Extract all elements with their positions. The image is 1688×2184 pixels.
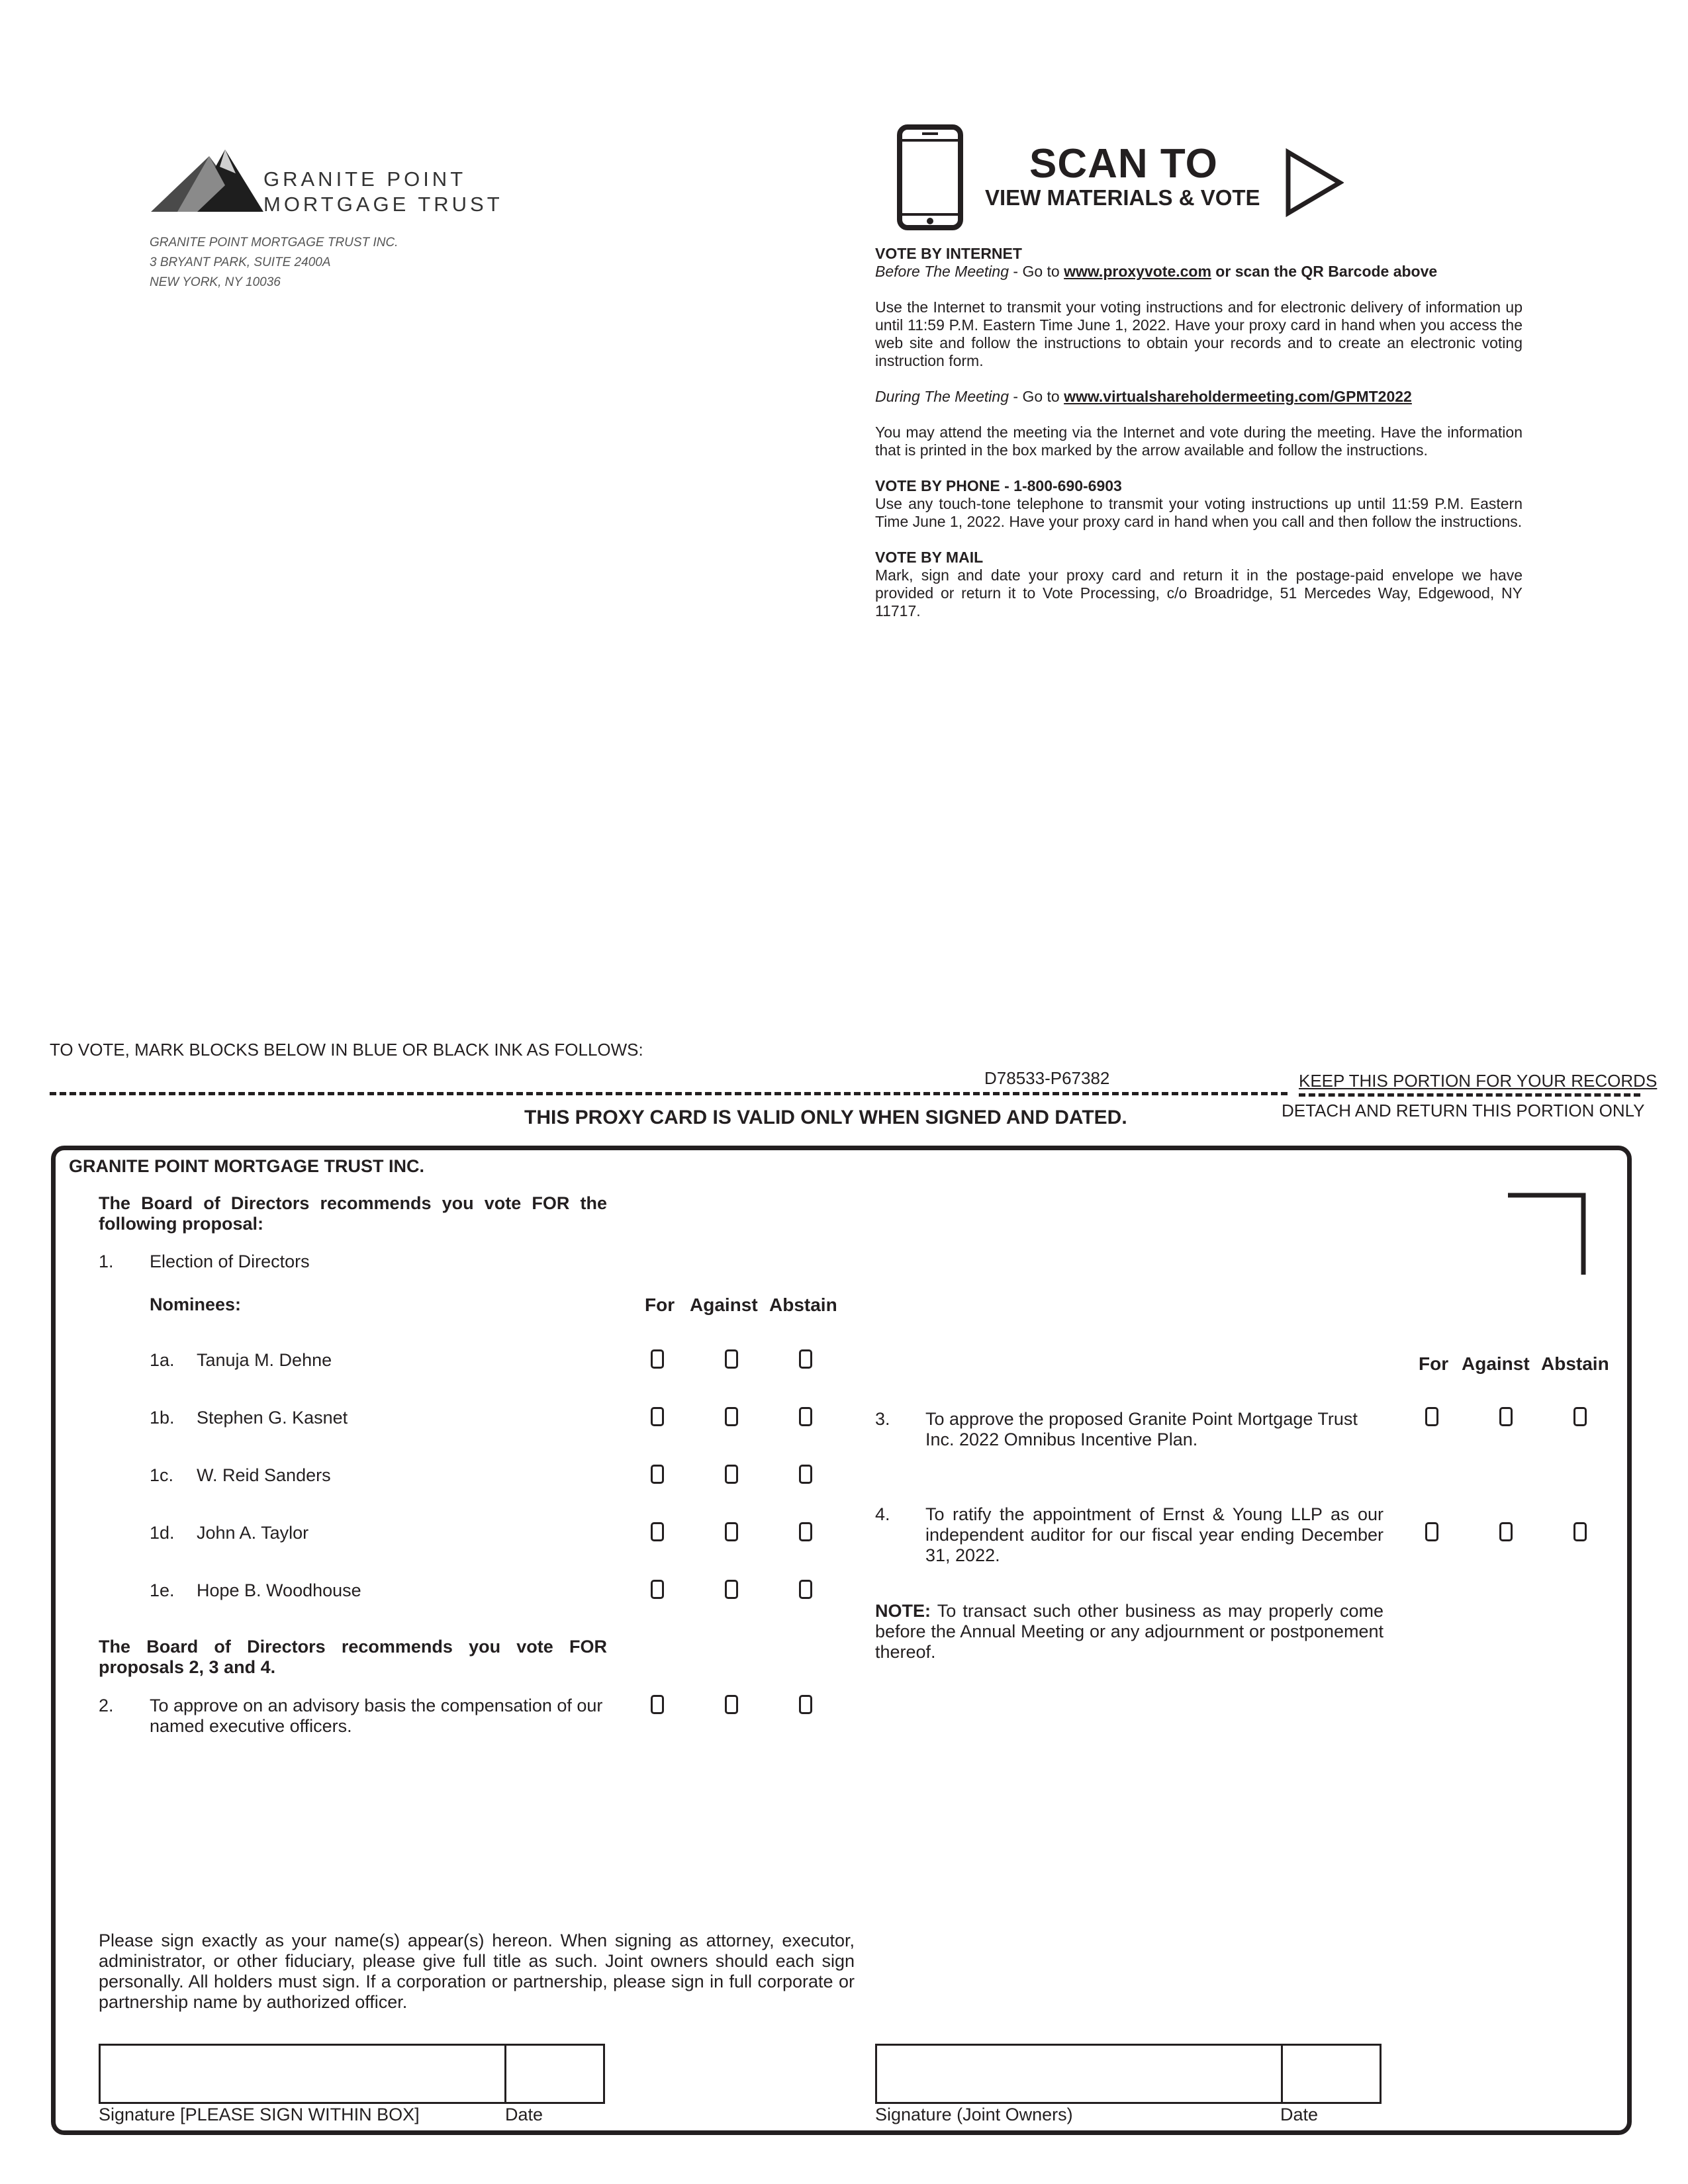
logo-text-line2: MORTGAGE TRUST [263, 193, 503, 216]
column-abstain-right: Abstain [1541, 1353, 1609, 1374]
keep-portion-label: KEEP THIS PORTION FOR YOUR RECORDS [1299, 1071, 1658, 1091]
during-meeting-line [875, 388, 1523, 406]
vote-internet-heading: VOTE BY INTERNET [875, 245, 1022, 262]
checkbox-1d-for[interactable] [651, 1522, 664, 1541]
nominee-name: Tanuja M. Dehne [197, 1350, 332, 1370]
proposal-4-number: 4. [875, 1504, 890, 1524]
checkbox-p2-abstain[interactable] [799, 1695, 812, 1714]
checkbox-1c-abstain[interactable] [799, 1465, 812, 1484]
detach-portion-label: DETACH AND RETURN THIS PORTION ONLY [1282, 1101, 1645, 1120]
joint-signature-box[interactable] [875, 2044, 1382, 2104]
tear-line-right [1299, 1093, 1640, 1097]
column-for: For [645, 1295, 675, 1315]
nominee-number: 1b. [150, 1408, 175, 1428]
checkbox-1e-abstain[interactable] [799, 1580, 812, 1599]
checkbox-p4-for[interactable] [1425, 1522, 1438, 1541]
address-line: GRANITE POINT MORTGAGE TRUST INC. [150, 236, 399, 250]
mark-instruction: TO VOTE, MARK BLOCKS BELOW IN BLUE OR BLACK INK AS FOLLOWS: [50, 1040, 643, 1060]
note-body: To transact such other business as may properly come before the Annual Meeting or any adjournment or postponement thereof. [875, 1601, 1383, 1662]
joint-signature-date-divider [1281, 2046, 1283, 2102]
checkbox-1c-for[interactable] [651, 1465, 664, 1484]
signature-label: Signature [PLEASE SIGN WITHIN BOX] [99, 2105, 420, 2124]
play-arrow-icon [1284, 148, 1344, 217]
scan-subtitle: VIEW MATERIALS & VOTE [985, 185, 1260, 210]
checkbox-1b-against[interactable] [725, 1407, 738, 1426]
nominee-name: Stephen G. Kasnet [197, 1408, 348, 1428]
checkbox-p2-against[interactable] [725, 1695, 738, 1714]
voting-instructions [875, 245, 1523, 620]
proxyvote-link[interactable]: www.proxyvote.com [1064, 263, 1211, 280]
nominee-number: 1d. [150, 1523, 175, 1543]
vote-phone-heading: VOTE BY PHONE - 1-800-690-6903 [875, 477, 1122, 494]
checkbox-1a-for[interactable] [651, 1349, 664, 1369]
checkbox-1b-abstain[interactable] [799, 1407, 812, 1426]
date-label: Date [505, 2105, 543, 2124]
board-recommendation-2: The Board of Directors recommends you vote FOR proposals 2, 3 and 4. [99, 1637, 607, 1677]
note-label: NOTE: [875, 1601, 931, 1621]
checkbox-p4-against[interactable] [1499, 1522, 1513, 1541]
checkbox-1e-against[interactable] [725, 1580, 738, 1599]
virtual-meeting-link[interactable]: www.virtualshareholdermeeting.com/GPMT2022 [1064, 388, 1412, 405]
proposal-4-text: To ratify the appointment of Ernst & Young LLP as our independent auditor for our fiscal year ending December 31, 2022. [925, 1504, 1383, 1565]
nominee-number: 1a. [150, 1350, 175, 1370]
before-meeting-label: Before The Meeting [875, 263, 1009, 280]
corner-mark [1508, 1193, 1587, 1275]
mail-voting-text: Mark, sign and date your proxy card and return it in the postage-paid envelope we have provided or return it to Vote Processing, c/o Broadridge, 51 Mercedes Way, Edgewood, NY 11717. [875, 567, 1523, 619]
valid-notice: THIS PROXY CARD IS VALID ONLY WHEN SIGNED AND DATED. [524, 1107, 1127, 1128]
signature-box[interactable] [99, 2044, 605, 2104]
joint-signature-label: Signature (Joint Owners) [875, 2105, 1073, 2124]
checkbox-1a-against[interactable] [725, 1349, 738, 1369]
nominee-name: Hope B. Woodhouse [197, 1580, 361, 1600]
checkbox-1a-abstain[interactable] [799, 1349, 812, 1369]
proposal-1-title: Election of Directors [150, 1251, 310, 1271]
scan-qr-text: or scan the QR Barcode above [1211, 263, 1438, 280]
address-line: 3 BRYANT PARK, SUITE 2400A [150, 255, 331, 269]
checkbox-1d-abstain[interactable] [799, 1522, 812, 1541]
return-address [150, 233, 398, 293]
checkbox-1b-for[interactable] [651, 1407, 664, 1426]
column-abstain: Abstain [769, 1295, 837, 1315]
column-against: Against [690, 1295, 758, 1315]
nominee-number: 1e. [150, 1580, 175, 1600]
checkbox-p3-abstain[interactable] [1573, 1407, 1587, 1426]
before-meeting-line [875, 263, 1523, 281]
card-company-name: GRANITE POINT MORTGAGE TRUST INC. [69, 1156, 424, 1176]
tear-line [50, 1092, 1288, 1095]
proposal-2-text: To approve on an advisory basis the compensation of our named executive officers. [150, 1696, 603, 1736]
nominee-name: John A. Taylor [197, 1523, 309, 1543]
during-goto-text: - Go to [1009, 388, 1064, 405]
address-line: NEW YORK, NY 10036 [150, 275, 281, 289]
sign-instructions: Please sign exactly as your name(s) appear(s) hereon. When signing as attorney, executor, administrator, or other fiduciary, please give full title as such. Joint owners should each sign personally. All holders must sign. If a corporation or partnership, please sign in full corporate or partnership name by authorized officer. [99, 1931, 855, 2012]
checkbox-1d-against[interactable] [725, 1522, 738, 1541]
proposal-2-number: 2. [99, 1696, 114, 1715]
scan-title: SCAN TO [1029, 141, 1218, 187]
phone-voting-text: Use any touch-tone telephone to transmit your voting instructions up until 11:59 P.M. Eastern Time June 1, 2022. Have your proxy card in hand when you call and then follow the instructions. [875, 495, 1523, 530]
column-for-right: For [1419, 1353, 1449, 1374]
signature-date-divider [504, 2046, 506, 2102]
vote-mail-heading: VOTE BY MAIL [875, 549, 984, 566]
checkbox-p3-for[interactable] [1425, 1407, 1438, 1426]
joint-date-label: Date [1280, 2105, 1319, 2124]
nominee-name: W. Reid Sanders [197, 1465, 331, 1485]
board-recommendation-1: The Board of Directors recommends you vote FOR the following proposal: [99, 1193, 607, 1234]
checkbox-1c-against[interactable] [725, 1465, 738, 1484]
checkbox-p4-abstain[interactable] [1573, 1522, 1587, 1541]
logo-text-line1: GRANITE POINT [263, 167, 467, 191]
column-against-right: Against [1462, 1353, 1530, 1374]
checkbox-p2-for[interactable] [651, 1695, 664, 1714]
during-meeting-text: You may attend the meeting via the Internet and vote during the meeting. Have the information that is printed in the box marked by the arrow available and follow the instructions. [875, 424, 1523, 459]
before-goto-text: - Go to [1009, 263, 1064, 280]
checkbox-1e-for[interactable] [651, 1580, 664, 1599]
company-logo-mountains [151, 147, 263, 213]
proposal-3-number: 3. [875, 1409, 890, 1429]
note-text [875, 1601, 1383, 1662]
during-meeting-label: During The Meeting [875, 388, 1009, 405]
phone-icon [897, 124, 963, 230]
proposal-1-number: 1. [99, 1251, 114, 1271]
nominees-label: Nominees: [150, 1295, 242, 1314]
control-code: D78533-P67382 [984, 1068, 1110, 1088]
proposal-3-text: To approve the proposed Granite Point Mortgage Trust Inc. 2022 Omnibus Incentive Plan. [925, 1409, 1358, 1449]
internet-voting-text: Use the Internet to transmit your voting instructions and for electronic delivery of information up until 11:59 P.M. Eastern Time June 1, 2022. Have your proxy card in hand when you access the web site and follow the instructions to obtain your records and to create an electronic voting instruction form. [875, 298, 1523, 369]
nominee-number: 1c. [150, 1465, 174, 1485]
checkbox-p3-against[interactable] [1499, 1407, 1513, 1426]
